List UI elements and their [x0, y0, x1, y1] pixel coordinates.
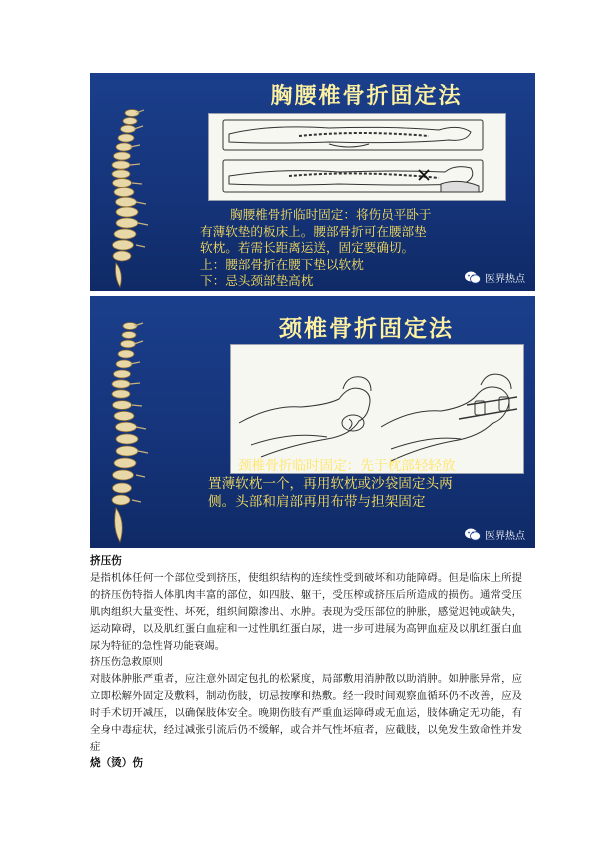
slide-body-text	[208, 458, 523, 512]
slide-body-line: 置薄软枕一个，再用软枕或沙袋固定头两	[208, 475, 453, 492]
subheading-first-aid: 挤压伤急救原则	[90, 656, 163, 669]
watermark	[465, 270, 525, 285]
wechat-icon	[465, 528, 481, 541]
crush-injury-paragraph: 是指机体任何一个部位受到挤压，使组织结构的连续性受到破坏和功能障碍。但是临床上所提的挤压伤特指人体肌肉丰富的部位，如四肢、躯干，受压榨或挤压后所造成的损伤。通常受压肌肉组织大量变性、坏死，组织间隙渗出、水肿。表现为受压部位的肿胀，感觉迟钝或缺失，运动障碍，以及肌红蛋白血症和一过性肌红蛋白尿，进一步可进展为高钾血症及以肌红蛋白血尿为特征的急性肾功能衰竭。	[90, 572, 522, 652]
lying-patient-drawings	[209, 114, 505, 200]
patient-positioning-illustration	[208, 113, 506, 201]
slide-body-line: 下：忌头颈部垫高枕	[200, 273, 314, 289]
watermark-text: 医界热点	[485, 274, 525, 285]
spine-illustration	[94, 296, 154, 548]
watermark-text: 医界热点	[485, 531, 525, 542]
slide-body-line: 颈椎骨折临时固定：先于枕部轻轻放	[238, 458, 456, 474]
slide-title: 颈椎骨折固定法	[279, 315, 454, 342]
slide-body-line: 上：腰部骨折在腰下垫以软枕	[200, 256, 364, 272]
neck-immobilization-illustration	[230, 344, 524, 474]
watermark	[465, 527, 525, 542]
article-body	[90, 553, 522, 773]
head-support-drawings	[231, 345, 523, 473]
slide-body-line: 有薄软垫的板床上。腰部骨折可在腰部垫	[200, 223, 427, 239]
slide-body-line: 胸腰椎骨折临时固定：将伤员平卧于	[230, 207, 432, 222]
cervical-fracture-slide	[90, 296, 535, 548]
wechat-icon	[465, 271, 481, 284]
section-heading-crush-injury: 挤压伤	[90, 555, 122, 567]
slide-body-line: 侧。头部和肩部再用布带与担架固定	[208, 493, 426, 510]
thoracolumbar-fracture-slide	[90, 73, 535, 291]
slide-title: 胸腰椎骨折固定法	[270, 83, 463, 109]
first-aid-paragraph: 对肢体肿胀严重者，应注意外固定包扎的松紧度，局部敷用消肿散以助消肿。如肿胀异常，应立即松解外固定及敷料，制动伤肢，切忌按摩和热敷。经一段时间观察血循环仍不改善，应及时手术切开减压，以确保肢体安全。晚期伤肢有严重血运障碍或无血运，肢体确定无功能，有全身中毒症状，经过减张引流后仍不缓解，或合并气性坏疽者，应截肢，以免发生致命性并发症	[90, 673, 522, 753]
section-heading-burn: 烧（烫）伤	[90, 757, 143, 770]
spine-illustration	[94, 73, 154, 291]
slide-body-line: 软枕。若需长距离运送，固定要确切。	[200, 240, 415, 256]
